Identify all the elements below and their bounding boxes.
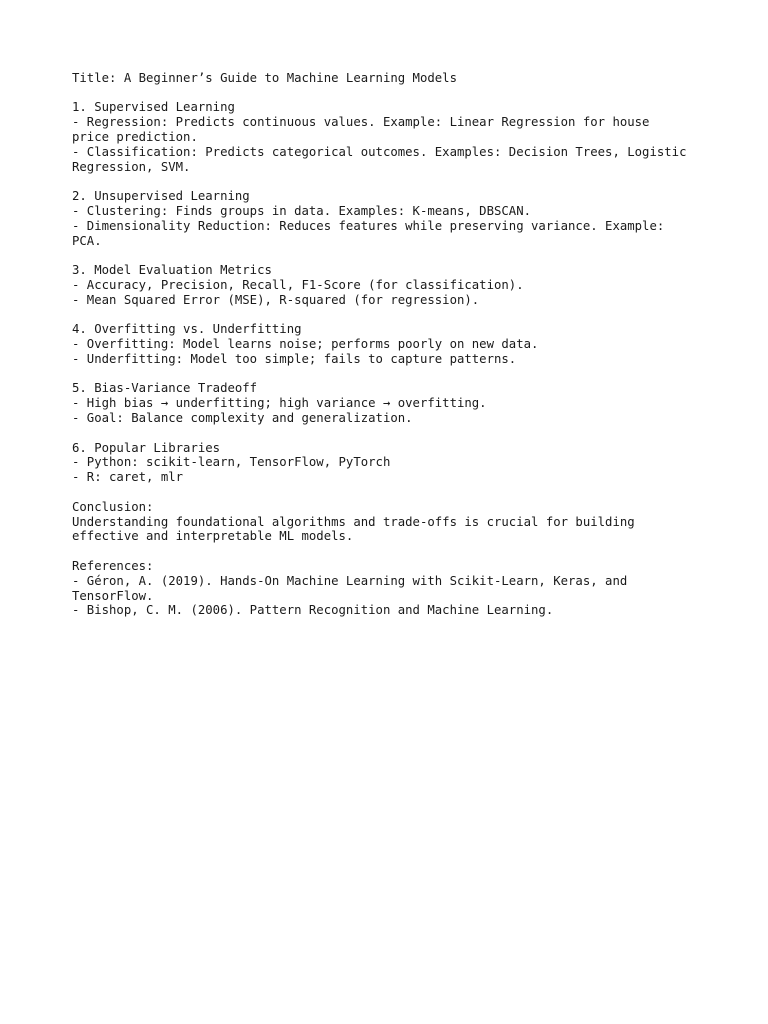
section-line: - Underfitting: Model too simple; fails to capture patterns.	[72, 352, 517, 367]
section-line: - Mean Squared Error (MSE), R-squared (for regression).	[72, 292, 480, 307]
section-line: - Classification: Predicts categorical outcomes. Examples: Decision Trees, Logistic	[72, 144, 687, 159]
section-line: - Overfitting: Model learns noise; performs poorly on new data.	[72, 337, 539, 352]
section-line: effective and interpretable ML models.	[72, 529, 354, 544]
section-evaluation-metrics	[72, 263, 712, 308]
section-popular-libraries	[72, 441, 712, 486]
section-line: price prediction.	[72, 130, 198, 145]
section-line: - R: caret, mlr	[72, 470, 184, 485]
section-heading: 5. Bias-Variance Tradeoff	[72, 381, 258, 396]
section-references	[72, 559, 712, 618]
section-line: PCA.	[72, 233, 102, 248]
section-line: - Goal: Balance complexity and generalization.	[72, 411, 413, 426]
document-page	[72, 71, 712, 633]
section-line: Regression, SVM.	[72, 159, 191, 174]
section-heading: 2. Unsupervised Learning	[72, 189, 250, 204]
section-bias-variance	[72, 381, 712, 426]
section-supervised-learning	[72, 100, 712, 174]
reference-line: TensorFlow.	[72, 588, 154, 603]
section-line: - Clustering: Finds groups in data. Examples: K-means, DBSCAN.	[72, 204, 532, 219]
section-unsupervised-learning	[72, 189, 712, 248]
document-title: Title: A Beginner’s Guide to Machine Learning Models	[72, 71, 457, 85]
section-line: - High bias → underfitting; high variance → overfitting.	[72, 396, 487, 411]
section-line: - Python: scikit-learn, TensorFlow, PyTorch	[72, 455, 391, 470]
document-title-block	[72, 71, 712, 86]
section-line: - Regression: Predicts continuous values. Example: Linear Regression for house	[72, 115, 650, 130]
section-conclusion	[72, 500, 712, 545]
section-heading: 4. Overfitting vs. Underfitting	[72, 322, 302, 337]
section-line: Understanding foundational algorithms and trade-offs is crucial for building	[72, 514, 635, 529]
section-heading: 6. Popular Libraries	[72, 440, 221, 455]
section-heading: Conclusion:	[72, 499, 154, 514]
section-overfitting-underfitting	[72, 322, 712, 367]
section-line: - Dimensionality Reduction: Reduces features while preserving variance. Example:	[72, 218, 665, 233]
section-line: - Accuracy, Precision, Recall, F1-Score (for classification).	[72, 278, 524, 293]
section-heading: 1. Supervised Learning	[72, 100, 235, 115]
section-heading: 3. Model Evaluation Metrics	[72, 263, 272, 278]
reference-line: - Géron, A. (2019). Hands-On Machine Learning with Scikit-Learn, Keras, and	[72, 573, 628, 588]
section-heading: References:	[72, 558, 154, 573]
reference-line: - Bishop, C. M. (2006). Pattern Recognition and Machine Learning.	[72, 603, 554, 618]
